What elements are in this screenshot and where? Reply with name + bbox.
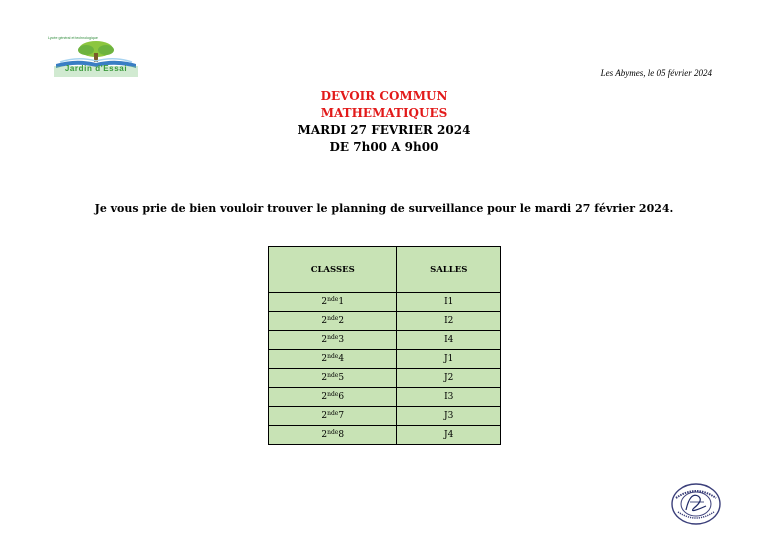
class-cell: 2nde3 xyxy=(269,331,397,350)
title-date: MARDI 27 FEVRIER 2024 xyxy=(297,123,471,137)
room-cell: J4 xyxy=(397,426,501,445)
table-row xyxy=(269,369,501,388)
class-cell: 2nde8 xyxy=(269,426,397,445)
title-exam: DEVOIR COMMUN xyxy=(320,89,448,103)
table-row xyxy=(269,350,501,369)
room-cell: I3 xyxy=(397,388,501,407)
class-cell: 2nde4 xyxy=(269,350,397,369)
document-title-block xyxy=(0,88,768,156)
class-cell: 2nde6 xyxy=(269,388,397,407)
intro-text: Je vous prie de bien vouloir trouver le planning de surveillance pour le mardi 27 février 2024. xyxy=(94,202,674,215)
school-logo xyxy=(46,36,146,78)
title-time: DE 7h00 A 9h00 xyxy=(329,140,439,154)
logo-tagline: Lycée général et technologique xyxy=(48,36,98,40)
room-cell: I2 xyxy=(397,312,501,331)
table-row xyxy=(269,331,501,350)
room-cell: J1 xyxy=(397,350,501,369)
room-cell: J2 xyxy=(397,369,501,388)
room-cell: I1 xyxy=(397,293,501,312)
header-classes: CLASSES xyxy=(269,247,397,293)
class-cell: 2nde1 xyxy=(269,293,397,312)
table-row xyxy=(269,407,501,426)
header-rooms: SALLES xyxy=(397,247,501,293)
class-cell: 2nde7 xyxy=(269,407,397,426)
planning-table xyxy=(268,246,501,445)
table-row xyxy=(269,293,501,312)
room-cell: I4 xyxy=(397,331,501,350)
logo-name: Jardin d'Essai xyxy=(64,64,128,73)
official-stamp-icon xyxy=(670,482,722,526)
table-header-row xyxy=(269,247,501,293)
table-row xyxy=(269,388,501,407)
table-row xyxy=(269,426,501,445)
date-line: Les Abymes, le 05 février 2024 xyxy=(600,68,712,78)
class-cell: 2nde2 xyxy=(269,312,397,331)
room-cell: J3 xyxy=(397,407,501,426)
title-subject: MATHEMATIQUES xyxy=(320,106,448,120)
class-cell: 2nde5 xyxy=(269,369,397,388)
table-row xyxy=(269,312,501,331)
